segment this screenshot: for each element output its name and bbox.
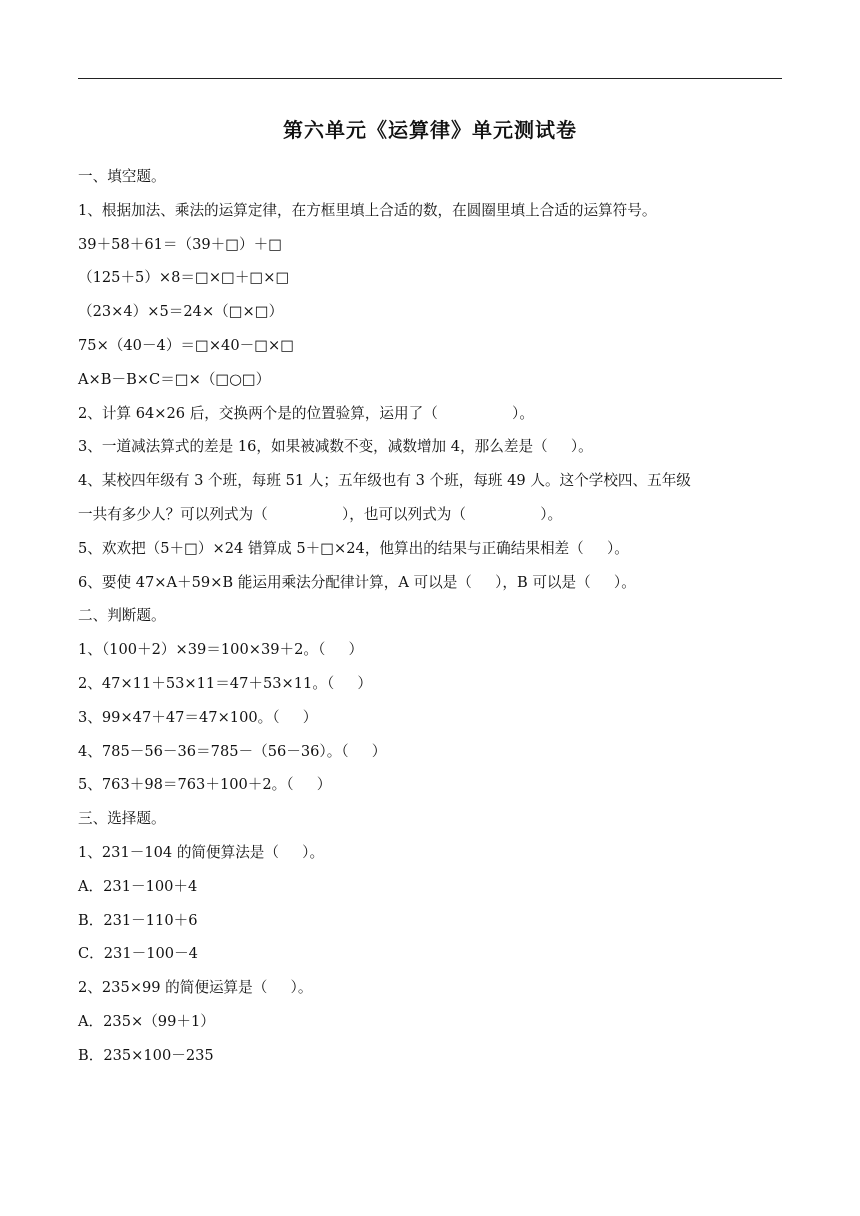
section-heading-multiple-choice: 三、选择题。 <box>78 810 166 828</box>
question-line: 3、一道减法算式的差是 16，如果被减数不变，减数增加 4，那么差是（ ）。 <box>78 438 593 456</box>
choice-option: B．231－110＋6 <box>78 911 198 929</box>
question-line: 4、某校四年级有 3 个班，每班 51 人；五年级也有 3 个班，每班 49 人。这个学校四、五年级 <box>78 472 691 490</box>
question-line: 39＋58＋61＝（39＋□）＋□ <box>78 235 283 253</box>
test-content <box>78 160 790 1073</box>
question-line: 3、99×47＋47＝47×100。（ ） <box>78 708 318 726</box>
question-line: 4、785－56－36＝785－（56－36）。（ ） <box>78 742 387 760</box>
question-line: 一共有多少人？可以列式为（ ），也可以列式为（ ）。 <box>78 505 563 523</box>
question-line: （23×4）×5＝24×（□×□） <box>78 303 284 321</box>
question-line: 2、计算 64×26 后，交换两个是的位置验算，运用了（ ）。 <box>78 404 534 422</box>
question-line: 2、235×99 的简便运算是（ ）。 <box>78 979 313 997</box>
question-line: 75×（40－4）＝□×40－□×□ <box>78 336 295 354</box>
question-line: （125＋5）×8＝□×□＋□×□ <box>78 269 290 287</box>
choice-option: A．235×（99＋1） <box>78 1012 215 1030</box>
header-rule <box>78 78 782 79</box>
question-line: 1、（100＋2）×39＝100×39＋2。（ ） <box>78 641 364 659</box>
question-line: 1、根据加法、乘法的运算定律，在方框里填上合适的数，在圆圈里填上合适的运算符号。 <box>78 201 657 219</box>
section-heading-true-false: 二、判断题。 <box>78 607 166 625</box>
question-line: 1、231－104 的简便算法是（ ）。 <box>78 843 325 861</box>
choice-option: B．235×100－235 <box>78 1046 214 1064</box>
choice-option: C．231－100－4 <box>78 945 198 963</box>
choice-option: A．231－100＋4 <box>78 877 198 895</box>
question-line: 5、763＋98＝763＋100＋2。（ ） <box>78 776 332 794</box>
question-line: 5、欢欢把（5＋□）×24 错算成 5＋□×24，他算出的结果与正确结果相差（ ）。 <box>78 539 629 557</box>
page-title: 第六单元《运算律》单元测试卷 <box>283 118 577 142</box>
question-line: 6、要使 47×A＋59×B 能运用乘法分配律计算，A 可以是（ ），B 可以是（ ）。 <box>78 573 636 591</box>
question-line: 2、47×11＋53×11＝47＋53×11。（ ） <box>78 674 373 692</box>
section-heading-fill-in: 一、填空题。 <box>78 168 166 185</box>
question-line: A×B－B×C＝□×（□○□） <box>78 370 271 388</box>
